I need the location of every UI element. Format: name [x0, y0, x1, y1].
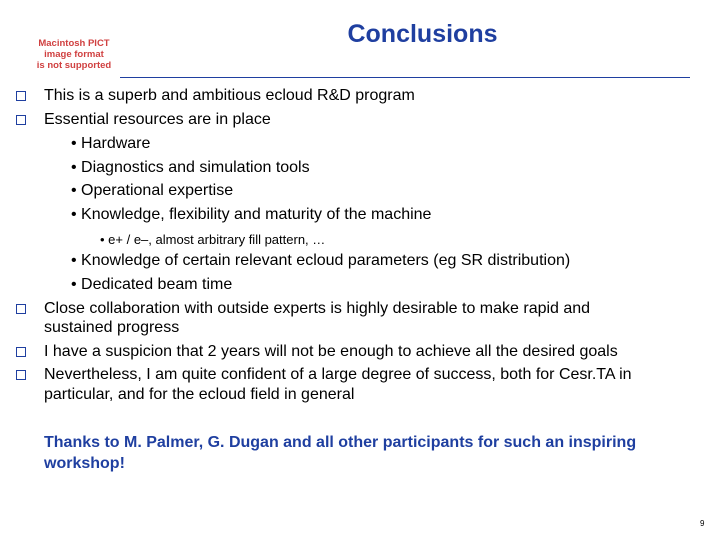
sub-item: • Diagnostics and simulation tools [71, 159, 310, 176]
sub-sub-item: • e+ / e–, almost arbitrary fill pattern, … [100, 232, 326, 247]
bullet-text: Essential resources are in place [44, 111, 271, 128]
sub-item: • Operational expertise [71, 182, 234, 199]
image-placeholder [24, 38, 124, 71]
page-number: 9 [700, 519, 705, 528]
bullet-text: Close collaboration with outside experts is highly desirable to make rapid and [44, 300, 591, 317]
bullet-text: Nevertheless, I am quite confident of a large degree of success, both for Cesr.TA in [44, 366, 632, 383]
square-bullet-icon [16, 115, 26, 125]
square-bullet-icon [16, 347, 26, 357]
bullet-text: This is a superb and ambitious ecloud R&D program [44, 87, 415, 104]
placeholder-line: image format [44, 49, 104, 60]
title-divider [120, 77, 690, 78]
bullet-text-continued: sustained progress [44, 319, 180, 336]
sub-item: • Dedicated beam time [71, 276, 233, 293]
bullet-text-continued: particular, and for the ecloud field in general [44, 386, 355, 403]
acknowledgement: Thanks to M. Palmer, G. Dugan and all other participants for such an inspiring workshop! [44, 434, 637, 472]
square-bullet-icon [16, 304, 26, 314]
square-bullet-icon [16, 91, 26, 101]
bullet-text: I have a suspicion that 2 years will not be enough to achieve all the desired goals [44, 343, 618, 360]
slide-title: Conclusions [347, 20, 498, 48]
sub-item: • Hardware [71, 135, 151, 152]
square-bullet-icon [16, 370, 26, 380]
sub-item: • Knowledge of certain relevant ecloud parameters (eg SR distribution) [71, 252, 571, 269]
sub-item: • Knowledge, flexibility and maturity of the machine [71, 206, 432, 223]
placeholder-line: Macintosh PICT [38, 38, 110, 49]
placeholder-line: is not supported [36, 60, 112, 71]
